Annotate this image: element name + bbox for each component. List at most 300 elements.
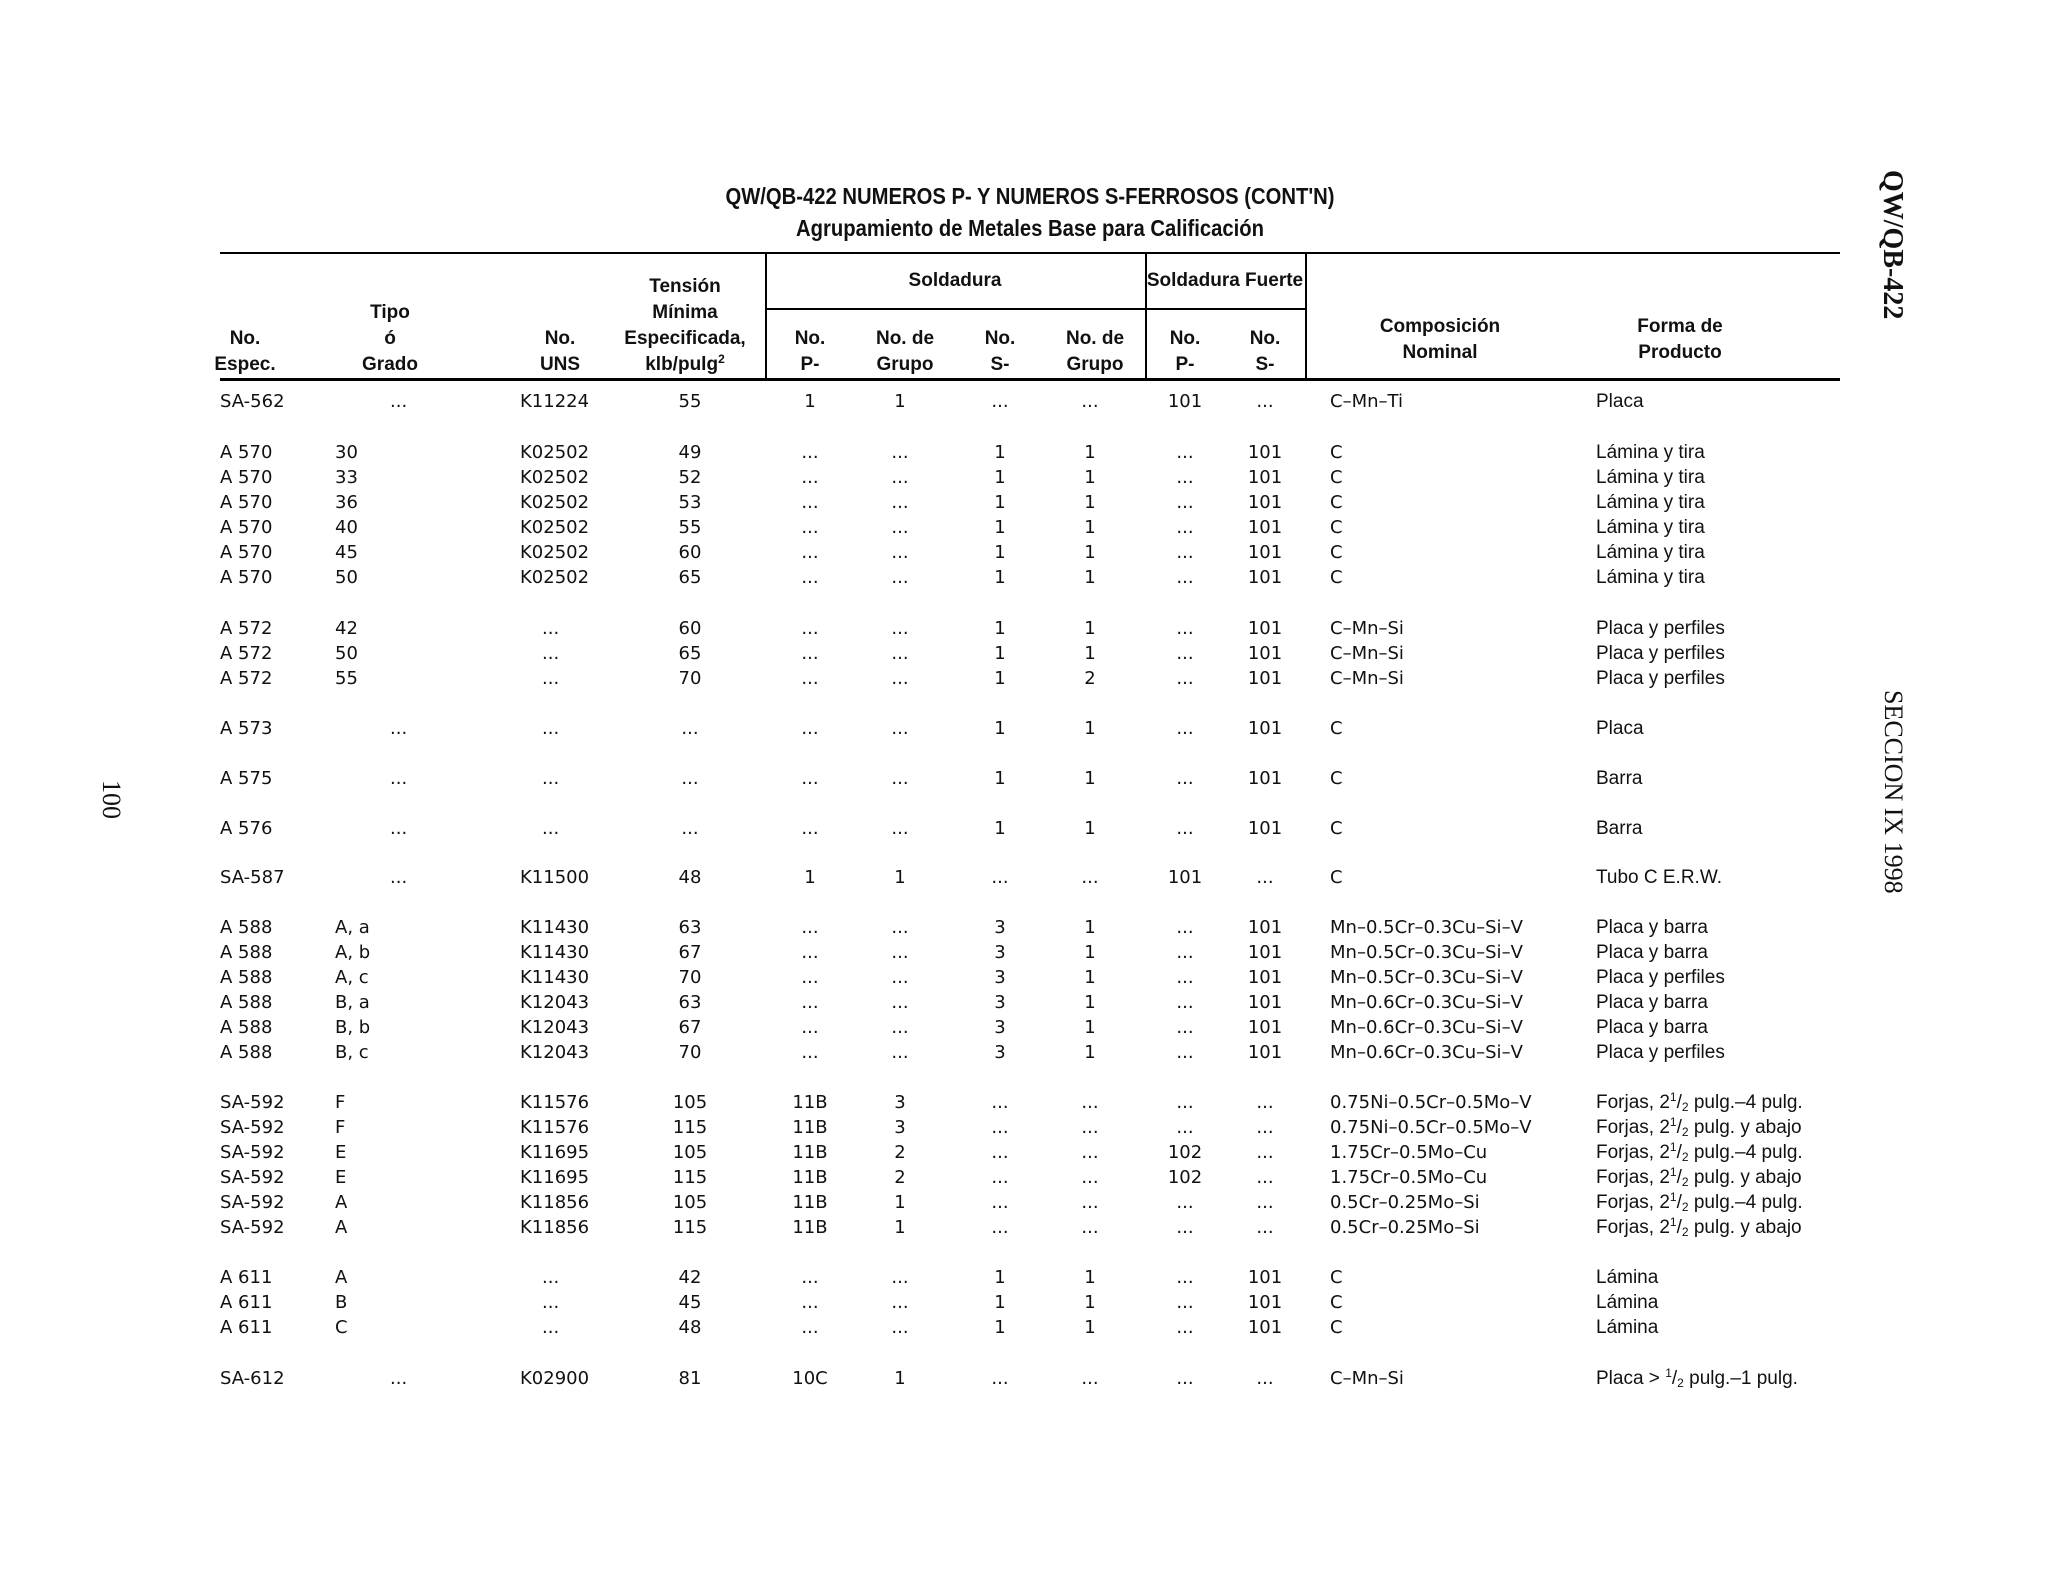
cell-forma: Forjas, $2^1/_2$ pulg.–4 pulg. bbox=[1596, 1190, 1803, 1214]
table-row bbox=[0, 491, 2048, 515]
cell-s-no: ... bbox=[991, 391, 1009, 412]
cell-fuerte-s-no: ... bbox=[1256, 1117, 1274, 1138]
table-row bbox=[0, 642, 2048, 666]
cell-s-no: ... bbox=[991, 1092, 1009, 1113]
cell-tipo: 45 bbox=[335, 542, 358, 563]
cell-p-grupo: ... bbox=[891, 942, 909, 963]
cell-spec: A 576 bbox=[220, 818, 273, 839]
cell-p-no: ... bbox=[801, 542, 819, 563]
cell-fuerte-s-no: 101 bbox=[1247, 917, 1283, 938]
cell-s-grupo: 1 bbox=[1084, 718, 1096, 739]
cell-p-no: 11B bbox=[792, 1192, 828, 1213]
cell-uns: K02502 bbox=[520, 567, 590, 588]
cell-forma: Placa y barra bbox=[1596, 1017, 1708, 1038]
cell-composicion: Mn–0.6Cr–0.3Cu–Si–V bbox=[1330, 1017, 1523, 1038]
cell-s-grupo: 1 bbox=[1084, 517, 1096, 538]
cell-p-grupo: ... bbox=[891, 718, 909, 739]
cell-forma: Lámina y tira bbox=[1596, 517, 1705, 538]
cell-forma: Forjas, $2^1/_2$ pulg. y abajo bbox=[1596, 1115, 1802, 1139]
cell-p-no: ... bbox=[801, 643, 819, 664]
cell-forma: Placa bbox=[1596, 718, 1644, 739]
cell-tipo: ... bbox=[390, 768, 408, 789]
cell-fuerte-p-no: ... bbox=[1176, 542, 1194, 563]
header-composicion bbox=[1360, 314, 1520, 366]
cell-uns: K02900 bbox=[520, 1368, 590, 1389]
cell-s-no: ... bbox=[991, 1192, 1009, 1213]
cell-fuerte-p-no: ... bbox=[1176, 1217, 1194, 1238]
cell-p-grupo: ... bbox=[891, 643, 909, 664]
header-line: P- bbox=[1175, 354, 1195, 375]
cell-s-grupo: 1 bbox=[1084, 1042, 1096, 1063]
header-line: Especificada, bbox=[624, 328, 746, 349]
cell-composicion: C bbox=[1330, 867, 1343, 888]
cell-p-grupo: ... bbox=[891, 467, 909, 488]
cell-fuerte-p-no: ... bbox=[1176, 967, 1194, 988]
cell-fuerte-p-no: ... bbox=[1176, 1317, 1194, 1338]
cell-s-grupo: 1 bbox=[1084, 643, 1096, 664]
cell-p-grupo: 2 bbox=[894, 1167, 906, 1188]
cell-tipo: A, b bbox=[335, 942, 371, 963]
cell-s-no: 3 bbox=[994, 992, 1006, 1013]
cell-s-grupo: ... bbox=[1081, 1092, 1099, 1113]
cell-uns: K11856 bbox=[520, 1192, 590, 1213]
header-line: Tipo bbox=[370, 302, 410, 323]
cell-p-grupo: 1 bbox=[894, 1217, 906, 1238]
cell-uns: K02502 bbox=[520, 442, 590, 463]
cell-s-grupo: 1 bbox=[1084, 467, 1096, 488]
cell-forma: Placa bbox=[1596, 391, 1644, 412]
cell-fuerte-p-no: ... bbox=[1176, 643, 1194, 664]
cell-uns: K11430 bbox=[520, 967, 590, 988]
cell-composicion: C bbox=[1330, 768, 1343, 789]
cell-p-grupo: 1 bbox=[894, 1368, 906, 1389]
cell-composicion: C bbox=[1330, 492, 1343, 513]
header-line: Grupo bbox=[1066, 354, 1124, 375]
cell-tension: 105 bbox=[672, 1142, 708, 1163]
cell-spec: A 588 bbox=[220, 942, 273, 963]
cell-s-no: 1 bbox=[994, 668, 1006, 689]
cell-p-grupo: 3 bbox=[894, 1117, 906, 1138]
cell-s-grupo: 1 bbox=[1084, 1292, 1096, 1313]
header-p-no bbox=[785, 326, 835, 378]
cell-fuerte-s-no: ... bbox=[1256, 1092, 1274, 1113]
cell-p-no: ... bbox=[801, 718, 819, 739]
header-line: No. bbox=[1249, 328, 1281, 349]
cell-s-grupo: 1 bbox=[1084, 917, 1096, 938]
cell-composicion: C–Mn–Ti bbox=[1330, 391, 1403, 412]
cell-p-grupo: ... bbox=[891, 567, 909, 588]
cell-p-grupo: ... bbox=[891, 818, 909, 839]
cell-fuerte-s-no: ... bbox=[1256, 1142, 1274, 1163]
cell-tipo: F bbox=[335, 1117, 346, 1138]
cell-composicion: 1.75Cr–0.5Mo–Cu bbox=[1330, 1142, 1488, 1163]
cell-spec: A 572 bbox=[220, 618, 273, 639]
cell-s-grupo: ... bbox=[1081, 1368, 1099, 1389]
cell-s-grupo: 2 bbox=[1084, 668, 1096, 689]
cell-tipo: A, c bbox=[335, 967, 369, 988]
header-tipo-grado bbox=[350, 300, 430, 378]
table-row bbox=[0, 1016, 2048, 1040]
header-line: ó bbox=[384, 328, 396, 349]
cell-composicion: Mn–0.5Cr–0.3Cu–Si–V bbox=[1330, 967, 1523, 988]
cell-fuerte-s-no: 101 bbox=[1247, 942, 1283, 963]
header-line: P- bbox=[800, 354, 820, 375]
cell-composicion: 0.75Ni–0.5Cr–0.5Mo–V bbox=[1330, 1117, 1532, 1138]
cell-composicion: C bbox=[1330, 517, 1343, 538]
header-line: Forma de bbox=[1637, 316, 1723, 337]
cell-spec: A 570 bbox=[220, 517, 273, 538]
table-row bbox=[0, 966, 2048, 990]
cell-tipo: E bbox=[335, 1167, 347, 1188]
cell-uns: K02502 bbox=[520, 492, 590, 513]
cell-p-no: ... bbox=[801, 1267, 819, 1288]
cell-s-no: 1 bbox=[994, 517, 1006, 538]
cell-uns: K11430 bbox=[520, 917, 590, 938]
cell-s-grupo: ... bbox=[1081, 1142, 1099, 1163]
cell-composicion: C bbox=[1330, 1267, 1343, 1288]
cell-tension: 45 bbox=[678, 1292, 702, 1313]
cell-fuerte-s-no: ... bbox=[1256, 1167, 1274, 1188]
cell-composicion: Mn–0.5Cr–0.3Cu–Si–V bbox=[1330, 917, 1523, 938]
cell-s-grupo: ... bbox=[1081, 391, 1099, 412]
cell-composicion: 0.75Ni–0.5Cr–0.5Mo–V bbox=[1330, 1092, 1532, 1113]
cell-fuerte-p-no: 102 bbox=[1167, 1167, 1203, 1188]
cell-spec: A 573 bbox=[220, 718, 273, 739]
table-row bbox=[0, 390, 2048, 414]
cell-uns: ... bbox=[542, 1317, 560, 1338]
cell-p-grupo: ... bbox=[891, 542, 909, 563]
cell-forma: Barra bbox=[1596, 768, 1643, 789]
cell-p-no: ... bbox=[801, 492, 819, 513]
cell-tension: 67 bbox=[678, 1017, 702, 1038]
cell-composicion: C–Mn–Si bbox=[1330, 618, 1404, 639]
cell-p-no: ... bbox=[801, 1317, 819, 1338]
cell-fuerte-s-no: 101 bbox=[1247, 1017, 1283, 1038]
cell-fuerte-p-no: ... bbox=[1176, 1092, 1194, 1113]
cell-uns: ... bbox=[542, 1292, 560, 1313]
cell-tension: 63 bbox=[678, 917, 702, 938]
cell-tipo: A bbox=[335, 1192, 348, 1213]
cell-fuerte-s-no: 101 bbox=[1247, 467, 1283, 488]
cell-spec: A 588 bbox=[220, 1017, 273, 1038]
header-line: UNS bbox=[539, 354, 581, 375]
cell-tipo: 40 bbox=[335, 517, 358, 538]
table-row bbox=[0, 1266, 2048, 1290]
table-row bbox=[0, 566, 2048, 590]
cell-s-no: 3 bbox=[994, 917, 1006, 938]
cell-p-grupo: ... bbox=[891, 668, 909, 689]
cell-fuerte-p-no: ... bbox=[1176, 818, 1194, 839]
cell-spec: A 611 bbox=[220, 1267, 273, 1288]
cell-composicion: C bbox=[1330, 718, 1343, 739]
cell-spec: A 611 bbox=[220, 1292, 273, 1313]
cell-composicion: C–Mn–Si bbox=[1330, 668, 1404, 689]
cell-fuerte-p-no: ... bbox=[1176, 442, 1194, 463]
cell-tension: 105 bbox=[672, 1192, 708, 1213]
cell-s-no: ... bbox=[991, 1117, 1009, 1138]
cell-tipo: E bbox=[335, 1142, 347, 1163]
cell-uns: K11695 bbox=[520, 1142, 590, 1163]
cell-tipo: 30 bbox=[335, 442, 358, 463]
cell-p-no: ... bbox=[801, 942, 819, 963]
cell-fuerte-p-no: ... bbox=[1176, 1017, 1194, 1038]
cell-tipo: 33 bbox=[335, 467, 358, 488]
cell-uns: K11576 bbox=[520, 1092, 590, 1113]
cell-fuerte-s-no: 101 bbox=[1247, 618, 1283, 639]
cell-tipo: B bbox=[335, 1292, 348, 1313]
cell-p-no: 1 bbox=[804, 867, 816, 888]
table-row bbox=[0, 1141, 2048, 1165]
cell-uns: ... bbox=[542, 1267, 560, 1288]
cell-s-no: 1 bbox=[994, 542, 1006, 563]
cell-tension: 65 bbox=[678, 643, 702, 664]
cell-p-no: ... bbox=[801, 992, 819, 1013]
cell-tension: ... bbox=[681, 818, 699, 839]
cell-s-no: 1 bbox=[994, 718, 1006, 739]
cell-forma: Placa y perfiles bbox=[1596, 967, 1725, 988]
cell-s-no: ... bbox=[991, 1142, 1009, 1163]
cell-tipo: ... bbox=[390, 1368, 408, 1389]
cell-composicion: C bbox=[1330, 1292, 1343, 1313]
cell-tension: 63 bbox=[678, 992, 702, 1013]
header-line: No. bbox=[229, 328, 261, 349]
table-row bbox=[0, 1216, 2048, 1240]
cell-uns: K11430 bbox=[520, 942, 590, 963]
cell-forma: Lámina y tira bbox=[1596, 442, 1705, 463]
cell-fuerte-p-no: ... bbox=[1176, 768, 1194, 789]
cell-fuerte-s-no: 101 bbox=[1247, 517, 1283, 538]
cell-p-no: ... bbox=[801, 967, 819, 988]
cell-spec: A 572 bbox=[220, 643, 273, 664]
cell-fuerte-p-no: 101 bbox=[1167, 391, 1203, 412]
cell-tipo: 50 bbox=[335, 567, 358, 588]
cell-p-grupo: 1 bbox=[894, 1192, 906, 1213]
table-row bbox=[0, 667, 2048, 691]
cell-forma: Forjas, $2^1/_2$ pulg. y abajo bbox=[1596, 1165, 1802, 1189]
table-row bbox=[0, 1316, 2048, 1340]
cell-s-no: 3 bbox=[994, 1042, 1006, 1063]
cell-s-no: 3 bbox=[994, 967, 1006, 988]
cell-p-no: ... bbox=[801, 668, 819, 689]
cell-tipo: A bbox=[335, 1267, 348, 1288]
cell-uns: K02502 bbox=[520, 542, 590, 563]
cell-s-grupo: ... bbox=[1081, 1217, 1099, 1238]
cell-fuerte-p-no: ... bbox=[1176, 1042, 1194, 1063]
cell-spec: SA-612 bbox=[220, 1368, 285, 1389]
cell-fuerte-s-no: 101 bbox=[1247, 567, 1283, 588]
cell-s-no: 1 bbox=[994, 567, 1006, 588]
cell-fuerte-s-no: 101 bbox=[1247, 442, 1283, 463]
cell-composicion: Mn–0.5Cr–0.3Cu–Si–V bbox=[1330, 942, 1523, 963]
cell-s-grupo: 1 bbox=[1084, 492, 1096, 513]
header-line: No. bbox=[544, 328, 576, 349]
cell-p-no: 11B bbox=[792, 1142, 828, 1163]
cell-p-no: ... bbox=[801, 1017, 819, 1038]
cell-fuerte-p-no: ... bbox=[1176, 942, 1194, 963]
cell-tipo: A, a bbox=[335, 917, 370, 938]
page-number: 100 bbox=[97, 780, 126, 819]
header-line: Mínima bbox=[652, 302, 718, 323]
header-tension-minima bbox=[615, 274, 755, 378]
cell-uns: K12043 bbox=[520, 1042, 590, 1063]
cell-tipo: ... bbox=[390, 818, 408, 839]
cell-p-grupo: 1 bbox=[894, 867, 906, 888]
cell-fuerte-s-no: ... bbox=[1256, 867, 1274, 888]
cell-forma: Lámina bbox=[1596, 1267, 1659, 1288]
cell-uns: ... bbox=[542, 643, 560, 664]
cell-tension: 48 bbox=[678, 867, 702, 888]
cell-composicion: C bbox=[1330, 818, 1343, 839]
cell-s-no: ... bbox=[991, 1167, 1009, 1188]
cell-fuerte-p-no: ... bbox=[1176, 718, 1194, 739]
table-row bbox=[0, 991, 2048, 1015]
cell-spec: A 570 bbox=[220, 542, 273, 563]
cell-s-grupo: 1 bbox=[1084, 1317, 1096, 1338]
cell-composicion: C bbox=[1330, 467, 1343, 488]
cell-forma: Placa y perfiles bbox=[1596, 643, 1725, 664]
cell-s-grupo: 1 bbox=[1084, 818, 1096, 839]
cell-tension: 115 bbox=[672, 1217, 708, 1238]
cell-spec: A 611 bbox=[220, 1317, 273, 1338]
cell-spec: SA-592 bbox=[220, 1167, 285, 1188]
table-row bbox=[0, 767, 2048, 791]
header-line: Composición bbox=[1379, 316, 1501, 337]
cell-spec: A 570 bbox=[220, 567, 273, 588]
cell-uns: K02502 bbox=[520, 467, 590, 488]
cell-s-no: 1 bbox=[994, 467, 1006, 488]
table-row bbox=[0, 941, 2048, 965]
cell-p-grupo: ... bbox=[891, 768, 909, 789]
cell-fuerte-p-no: ... bbox=[1176, 1117, 1194, 1138]
cell-uns: K12043 bbox=[520, 1017, 590, 1038]
cell-p-grupo: ... bbox=[891, 618, 909, 639]
cell-fuerte-s-no: 101 bbox=[1247, 1267, 1283, 1288]
cell-fuerte-s-no: 101 bbox=[1247, 818, 1283, 839]
cell-s-no: 1 bbox=[994, 643, 1006, 664]
cell-spec: SA-592 bbox=[220, 1192, 285, 1213]
header-s-grupo bbox=[1055, 326, 1135, 378]
cell-tension: 65 bbox=[678, 567, 702, 588]
cell-uns: K02502 bbox=[520, 517, 590, 538]
header-line: Tensión bbox=[649, 276, 721, 297]
cell-p-no: ... bbox=[801, 1292, 819, 1313]
cell-fuerte-s-no: ... bbox=[1256, 391, 1274, 412]
cell-composicion: C bbox=[1330, 442, 1343, 463]
cell-forma: Lámina y tira bbox=[1596, 467, 1705, 488]
cell-fuerte-s-no: 101 bbox=[1247, 768, 1283, 789]
cell-forma: Barra bbox=[1596, 818, 1643, 839]
table-row bbox=[0, 1116, 2048, 1140]
cell-s-grupo: 1 bbox=[1084, 442, 1096, 463]
cell-p-no: 11B bbox=[792, 1092, 828, 1113]
header-fuerte-p-no bbox=[1160, 326, 1210, 378]
cell-forma: Lámina y tira bbox=[1596, 492, 1705, 513]
header-no-espec bbox=[210, 326, 280, 378]
cell-fuerte-p-no: ... bbox=[1176, 1267, 1194, 1288]
title-line-1: QW/QB-422 NUMEROS P- Y NUMEROS S-FERROSOS (CONT'N) bbox=[725, 183, 1335, 209]
cell-forma: Placa y barra bbox=[1596, 992, 1708, 1013]
cell-tipo: B, b bbox=[335, 1017, 371, 1038]
cell-tension: 60 bbox=[678, 542, 702, 563]
cell-spec: A 588 bbox=[220, 1042, 273, 1063]
soldadura-group-rule bbox=[765, 308, 1145, 310]
header-line: No. bbox=[1169, 328, 1201, 349]
cell-s-grupo: 1 bbox=[1084, 942, 1096, 963]
cell-uns: K11695 bbox=[520, 1167, 590, 1188]
cell-fuerte-s-no: 101 bbox=[1247, 1317, 1283, 1338]
cell-p-no: ... bbox=[801, 818, 819, 839]
cell-tension: ... bbox=[681, 768, 699, 789]
table-row bbox=[0, 441, 2048, 465]
cell-p-no: ... bbox=[801, 442, 819, 463]
cell-uns: ... bbox=[542, 718, 560, 739]
cell-uns: K12043 bbox=[520, 992, 590, 1013]
cell-tipo: ... bbox=[390, 867, 408, 888]
cell-forma: Placa y perfiles bbox=[1596, 668, 1725, 689]
cell-fuerte-s-no: ... bbox=[1256, 1217, 1274, 1238]
cell-tipo: F bbox=[335, 1092, 346, 1113]
cell-uns: ... bbox=[542, 768, 560, 789]
cell-s-grupo: 1 bbox=[1084, 967, 1096, 988]
table-row bbox=[0, 1291, 2048, 1315]
cell-p-grupo: ... bbox=[891, 992, 909, 1013]
cell-spec: A 570 bbox=[220, 467, 273, 488]
cell-tipo: 55 bbox=[335, 668, 358, 689]
cell-forma: Placa y perfiles bbox=[1596, 1042, 1725, 1063]
cell-tension: 67 bbox=[678, 942, 702, 963]
cell-fuerte-s-no: 101 bbox=[1247, 1042, 1283, 1063]
cell-fuerte-s-no: 101 bbox=[1247, 1292, 1283, 1313]
cell-s-no: 1 bbox=[994, 618, 1006, 639]
cell-p-grupo: 3 bbox=[894, 1092, 906, 1113]
table-title bbox=[317, 180, 1743, 244]
table-top-rule bbox=[220, 252, 1840, 254]
cell-composicion: 0.5Cr–0.25Mo–Si bbox=[1330, 1192, 1480, 1213]
cell-fuerte-p-no: ... bbox=[1176, 992, 1194, 1013]
cell-p-grupo: ... bbox=[891, 492, 909, 513]
cell-forma: Forjas, $2^1/_2$ pulg.–4 pulg. bbox=[1596, 1090, 1803, 1114]
cell-p-grupo: ... bbox=[891, 1017, 909, 1038]
cell-tipo: ... bbox=[390, 391, 408, 412]
cell-forma: Lámina bbox=[1596, 1292, 1659, 1313]
running-head-section-code: QW/QB-422 bbox=[1877, 170, 1908, 320]
cell-s-grupo: 1 bbox=[1084, 567, 1096, 588]
header-p-grupo bbox=[865, 326, 945, 378]
cell-uns: ... bbox=[542, 668, 560, 689]
cell-s-no: 1 bbox=[994, 768, 1006, 789]
cell-p-grupo: ... bbox=[891, 1267, 909, 1288]
cell-tipo: B, a bbox=[335, 992, 370, 1013]
cell-p-no: ... bbox=[801, 1042, 819, 1063]
cell-s-no: 1 bbox=[994, 492, 1006, 513]
cell-forma: Placa y barra bbox=[1596, 917, 1708, 938]
cell-tension: 115 bbox=[672, 1117, 708, 1138]
cell-spec: SA-592 bbox=[220, 1142, 285, 1163]
cell-fuerte-p-no: ... bbox=[1176, 668, 1194, 689]
cell-fuerte-p-no: ... bbox=[1176, 1292, 1194, 1313]
cell-tension: 60 bbox=[678, 618, 702, 639]
cell-p-no: ... bbox=[801, 768, 819, 789]
table-row bbox=[0, 516, 2048, 540]
cell-spec: A 588 bbox=[220, 967, 273, 988]
cell-fuerte-p-no: 102 bbox=[1167, 1142, 1203, 1163]
cell-fuerte-s-no: 101 bbox=[1247, 967, 1283, 988]
cell-spec: A 588 bbox=[220, 917, 273, 938]
cell-s-grupo: 1 bbox=[1084, 1017, 1096, 1038]
cell-composicion: C bbox=[1330, 1317, 1343, 1338]
cell-fuerte-s-no: ... bbox=[1256, 1192, 1274, 1213]
cell-tension: 55 bbox=[678, 517, 702, 538]
